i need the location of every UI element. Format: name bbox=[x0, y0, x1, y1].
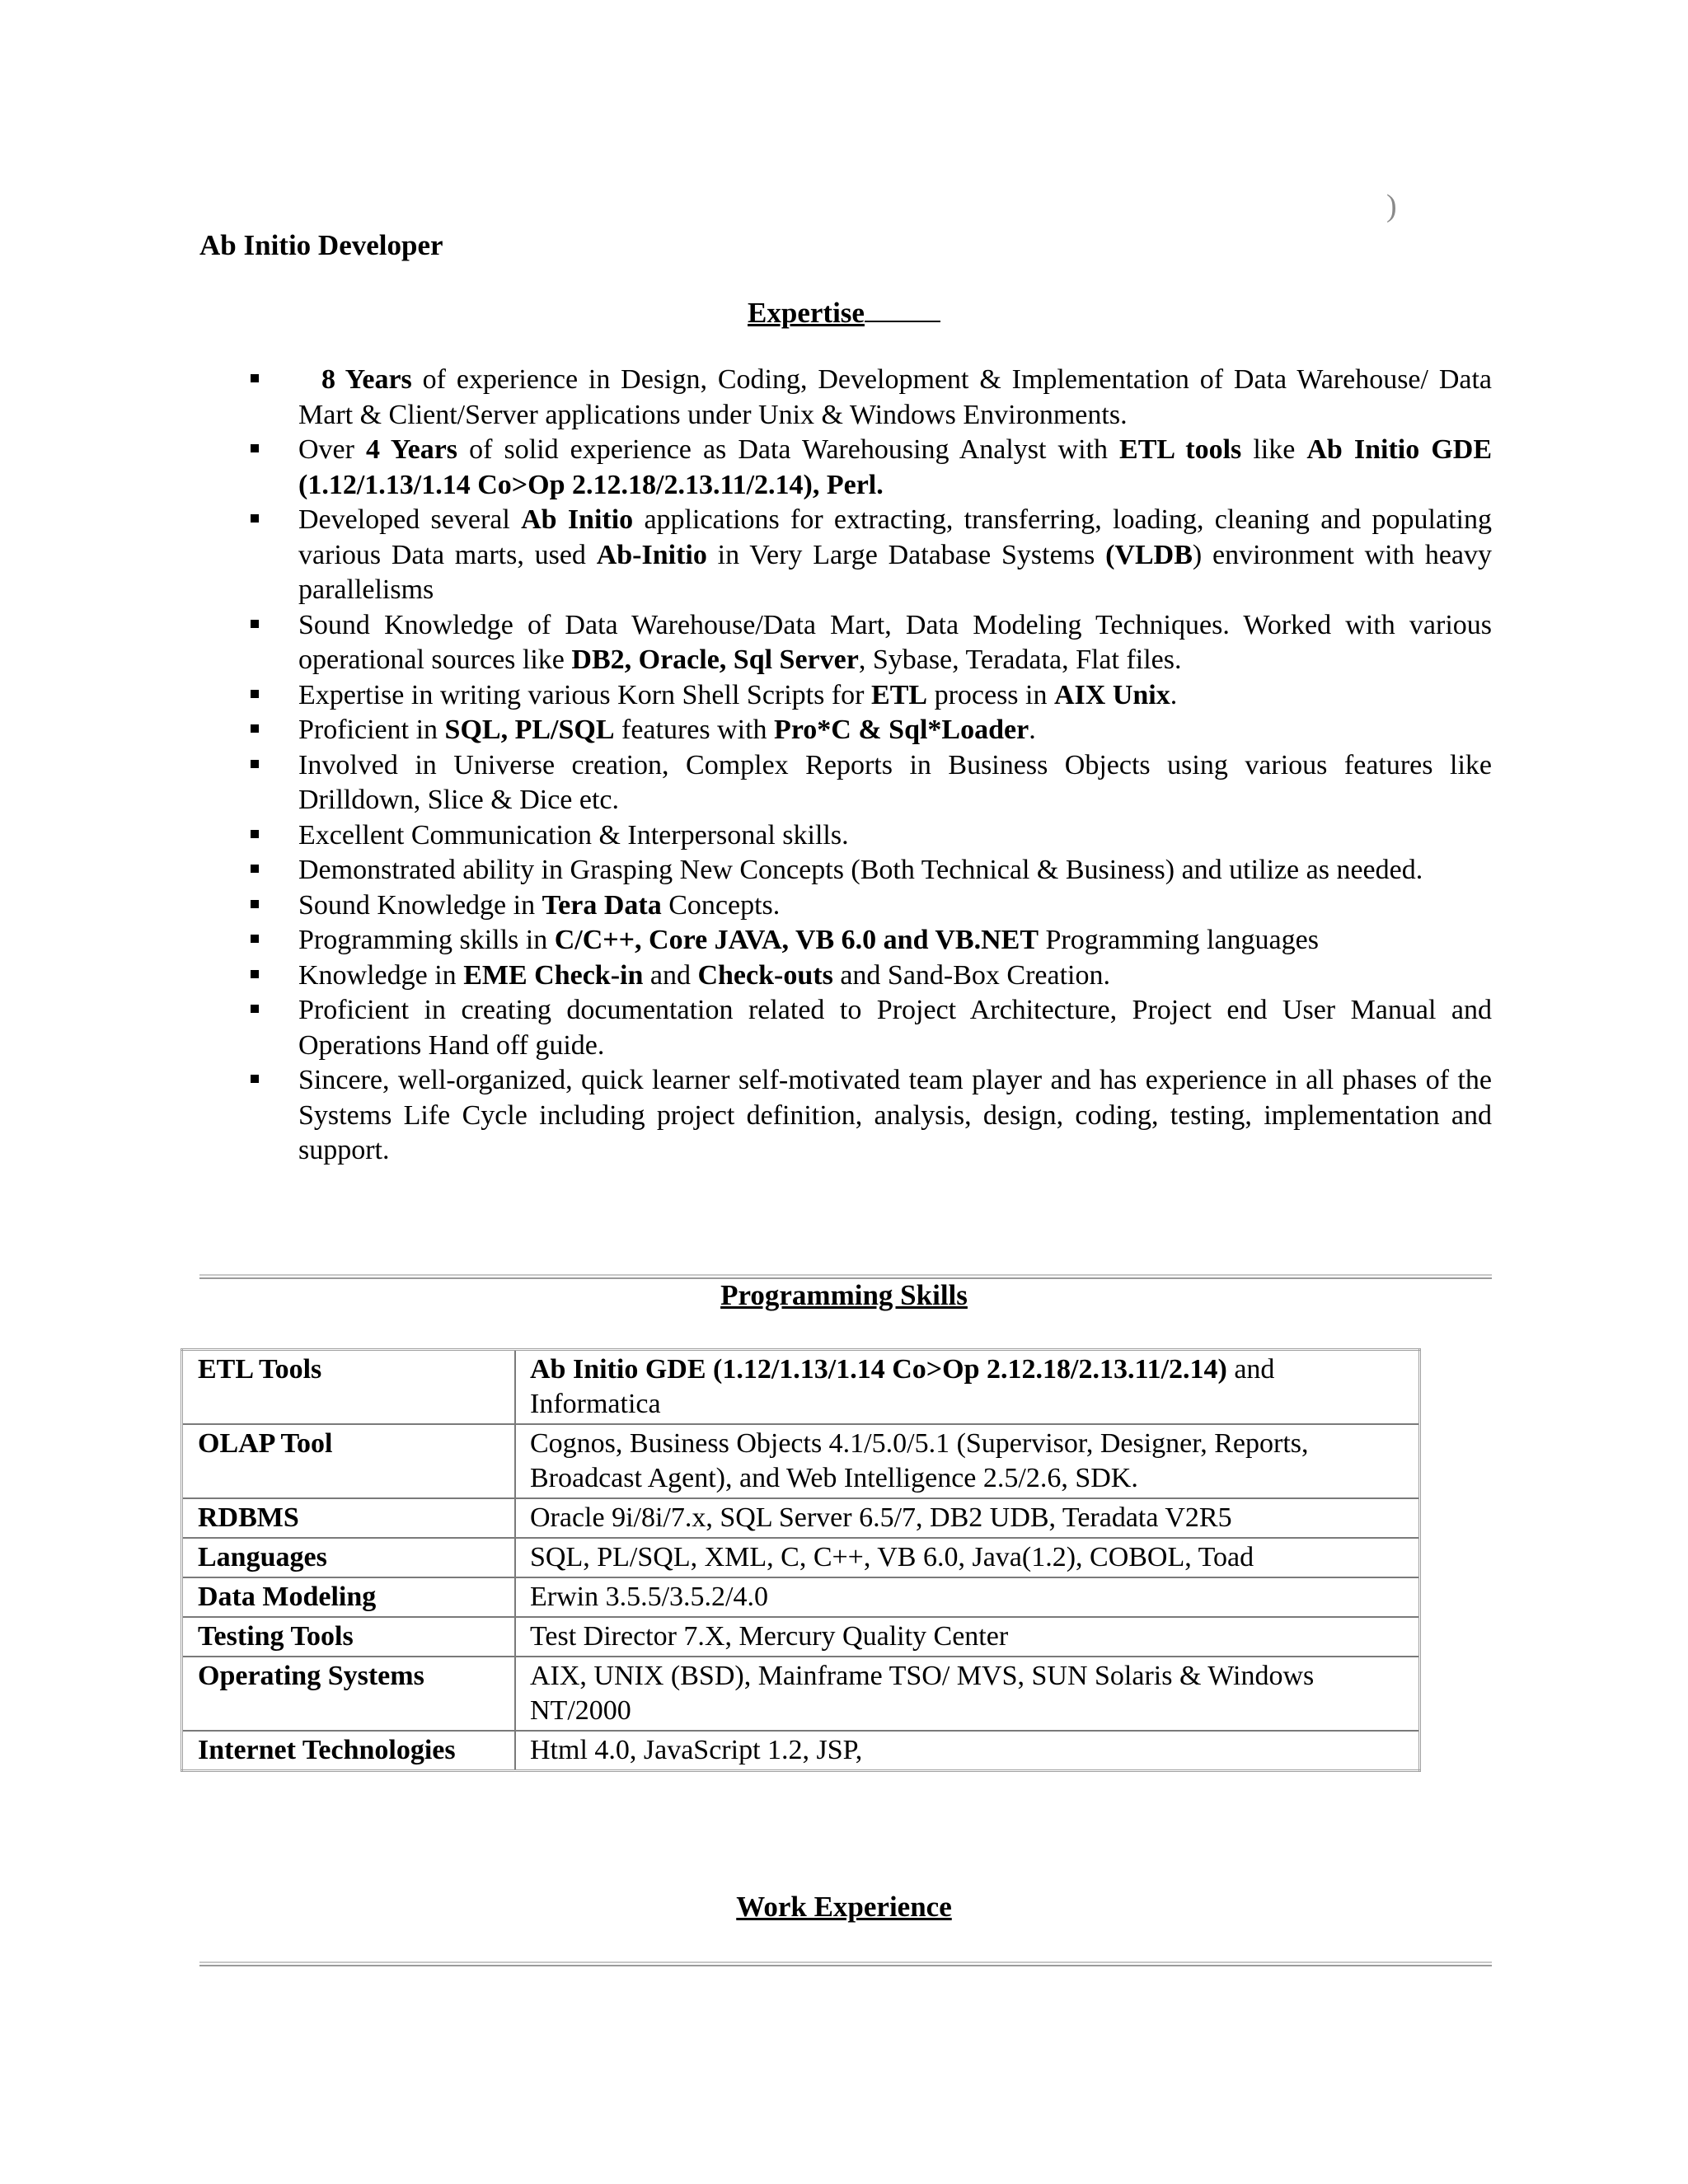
expertise-heading-text: Expertise bbox=[748, 297, 865, 329]
text: Sound Knowledge in bbox=[298, 889, 542, 921]
section-divider bbox=[199, 1961, 1492, 1966]
text: of experience in Design, Coding, Development & Implementation of Data Warehouse/ Data Mart & Client/Server applications under Unix & Windows Environments. bbox=[298, 364, 1492, 430]
text: of solid experience as Data Warehousing Analyst with bbox=[457, 434, 1120, 465]
text: and Informatica bbox=[530, 1354, 1275, 1419]
expertise-item bbox=[247, 608, 1492, 678]
text: Over bbox=[298, 434, 367, 465]
table-row bbox=[182, 1498, 1420, 1538]
bold-text: Ab Initio GDE (1.12/1.13/1.14 Co>Op 2.12.18/2.13.11/2.14) bbox=[530, 1354, 1227, 1385]
skill-value bbox=[515, 1498, 1420, 1538]
text: Proficient in bbox=[298, 715, 445, 745]
expertise-item bbox=[247, 993, 1492, 1063]
text: and bbox=[643, 959, 698, 991]
square-bullet-icon bbox=[251, 970, 259, 978]
expertise-item bbox=[247, 748, 1492, 818]
skill-value bbox=[515, 1350, 1420, 1425]
skill-value bbox=[515, 1731, 1420, 1771]
skill-category: Testing Tools bbox=[182, 1617, 516, 1657]
square-bullet-icon bbox=[251, 374, 259, 382]
skill-value bbox=[515, 1657, 1420, 1731]
text: Test Director 7.X, Mercury Quality Center bbox=[530, 1621, 1009, 1652]
expertise-item bbox=[247, 888, 1492, 924]
bold-text: ETL bbox=[871, 679, 928, 710]
skill-value bbox=[515, 1617, 1420, 1657]
text: AIX, UNIX (BSD), Mainframe TSO/ MVS, SUN Solaris & Windows NT/2000 bbox=[530, 1661, 1315, 1726]
expertise-item bbox=[247, 713, 1492, 748]
expertise-item bbox=[247, 853, 1492, 888]
bold-text: (VLDB bbox=[1105, 539, 1193, 570]
square-bullet-icon bbox=[251, 724, 259, 733]
bold-text: C/C++, Core JAVA, VB 6.0 and VB.NET bbox=[554, 925, 1039, 955]
text: Concepts. bbox=[661, 889, 781, 921]
text: process in bbox=[927, 679, 1054, 710]
bold-text: 8 Years bbox=[321, 364, 412, 395]
text: Developed several bbox=[298, 504, 522, 535]
text: applications for extracting, transferring, loading, cleaning and populating various Data marts, used bbox=[298, 504, 1492, 570]
bold-text: Ab-Initio bbox=[596, 539, 707, 570]
text: Oracle 9i/8i/7.x, SQL Server 6.5/7, DB2 UDB, Teradata V2R5 bbox=[530, 1502, 1232, 1533]
skill-category: Languages bbox=[182, 1538, 516, 1577]
text: Programming skills in bbox=[298, 925, 555, 955]
expertise-item bbox=[247, 958, 1492, 994]
work-experience-heading: Work Experience bbox=[736, 1891, 952, 1923]
square-bullet-icon bbox=[251, 444, 259, 452]
table-row bbox=[182, 1577, 1420, 1617]
expertise-list bbox=[247, 363, 1492, 1169]
square-bullet-icon bbox=[251, 1005, 259, 1013]
text: in Very Large Database Systems bbox=[706, 539, 1106, 570]
skill-category: Data Modeling bbox=[182, 1577, 516, 1617]
square-bullet-icon bbox=[251, 760, 259, 768]
square-bullet-icon bbox=[251, 1075, 259, 1083]
bold-text: DB2, Oracle, Sql Server bbox=[571, 644, 859, 675]
skill-value bbox=[515, 1424, 1420, 1498]
square-bullet-icon bbox=[251, 900, 259, 908]
expertise-item bbox=[247, 923, 1492, 958]
skill-category: Internet Technologies bbox=[182, 1731, 516, 1771]
bold-text: Pro*C & Sql*Loader bbox=[774, 715, 1029, 745]
expertise-heading bbox=[0, 293, 1688, 333]
square-bullet-icon bbox=[251, 830, 259, 838]
skills-table bbox=[181, 1348, 1421, 1772]
skill-category: RDBMS bbox=[182, 1498, 516, 1538]
table-row bbox=[182, 1538, 1420, 1577]
corner-mark: ) bbox=[1386, 189, 1397, 223]
square-bullet-icon bbox=[251, 690, 259, 698]
text: Involved in Universe creation, Complex Reports in Business Objects using various features like Drilldown, Slice & Dice etc. bbox=[298, 749, 1492, 815]
text: Expertise in writing various Korn Shell Scripts for bbox=[298, 679, 872, 710]
bold-text: ETL tools bbox=[1119, 434, 1242, 465]
bold-text: Ab Initio bbox=[521, 504, 634, 535]
text: . bbox=[1170, 679, 1178, 710]
expertise-item bbox=[247, 1063, 1492, 1169]
document-title: Ab Initio Developer bbox=[199, 229, 443, 261]
skill-category: Operating Systems bbox=[182, 1657, 516, 1731]
text: features with bbox=[614, 715, 775, 745]
skill-category: ETL Tools bbox=[182, 1350, 516, 1425]
table-row bbox=[182, 1657, 1420, 1731]
expertise-item bbox=[247, 678, 1492, 714]
heading-underline-trail bbox=[865, 294, 940, 322]
text: and Sand-Box Creation. bbox=[832, 959, 1110, 991]
bold-text: Ab Initio GDE (1.12/1.13/1.14 Co>Op 2.12.18/2.13.11/2.14), Perl. bbox=[298, 434, 1492, 500]
text: Proficient in creating documentation related to Project Architecture, Project end User Manual and Operations Hand off guide. bbox=[298, 995, 1492, 1061]
text: Erwin 3.5.5/3.5.2/4.0 bbox=[530, 1582, 768, 1612]
expertise-item bbox=[247, 363, 1492, 433]
expertise-item bbox=[247, 818, 1492, 854]
skill-value bbox=[515, 1538, 1420, 1577]
text: Demonstrated ability in Grasping New Concepts (Both Technical & Business) and utilize as needed. bbox=[298, 855, 1423, 885]
text: Sincere, well-organized, quick learner self-motivated team player and has experience in all phases of the Systems Life Cycle including project definition, analysis, design, coding, testing, implementation and support. bbox=[298, 1065, 1492, 1165]
bold-text: AIX Unix bbox=[1053, 679, 1170, 710]
text: SQL, PL/SQL, XML, C, C++, VB 6.0, Java(1.2), COBOL, Toad bbox=[530, 1542, 1254, 1572]
table-row bbox=[182, 1424, 1420, 1498]
bold-text: EME Check-in bbox=[463, 959, 644, 991]
text: like bbox=[1241, 434, 1307, 465]
text: Programming languages bbox=[1039, 925, 1319, 955]
bold-text: SQL, PL/SQL bbox=[444, 715, 615, 745]
skill-value bbox=[515, 1577, 1420, 1617]
bold-text: Check-outs bbox=[697, 959, 833, 991]
table-row bbox=[182, 1617, 1420, 1657]
square-bullet-icon bbox=[251, 620, 259, 628]
text: Knowledge in bbox=[298, 959, 464, 991]
skill-category: OLAP Tool bbox=[182, 1424, 516, 1498]
text: Sound Knowledge of Data Warehouse/Data Mart, Data Modeling Techniques. Worked with various operational sources like bbox=[298, 609, 1492, 675]
square-bullet-icon bbox=[251, 514, 259, 523]
text: Excellent Communication & Interpersonal skills. bbox=[298, 819, 849, 851]
square-bullet-icon bbox=[251, 935, 259, 943]
square-bullet-icon bbox=[251, 865, 259, 873]
table-row bbox=[182, 1350, 1420, 1425]
skills-table-body bbox=[182, 1350, 1420, 1771]
bold-text: Tera Data bbox=[542, 889, 662, 921]
expertise-item bbox=[247, 503, 1492, 608]
programming-skills-heading: Programming Skills bbox=[720, 1279, 968, 1311]
text: , Sybase, Teradata, Flat files. bbox=[858, 644, 1182, 675]
text: ) environment with heavy parallelisms bbox=[298, 539, 1493, 605]
text: Cognos, Business Objects 4.1/5.0/5.1 (Supervisor, Designer, Reports, Broadcast Agent), and Web Intelligence 2.5/2.6, SDK. bbox=[530, 1428, 1309, 1493]
expertise-item bbox=[247, 433, 1492, 503]
bold-text: 4 Years bbox=[366, 434, 458, 465]
table-row bbox=[182, 1731, 1420, 1771]
text: . bbox=[1029, 715, 1036, 745]
text: Html 4.0, JavaScript 1.2, JSP, bbox=[530, 1735, 863, 1765]
